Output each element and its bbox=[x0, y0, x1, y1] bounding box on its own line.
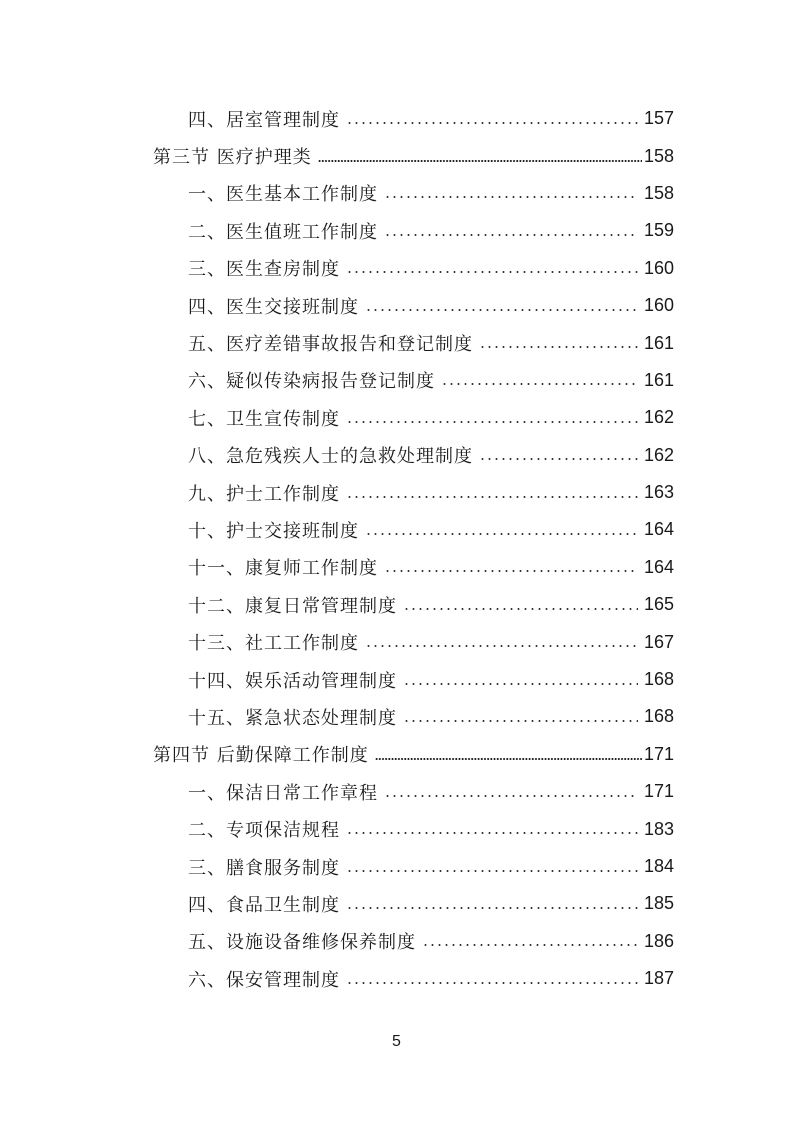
dot-leader bbox=[346, 409, 638, 427]
toc-entry-page: 162 bbox=[643, 444, 674, 465]
toc-entry[interactable] bbox=[0, 324, 793, 361]
toc-entry[interactable] bbox=[0, 175, 793, 212]
toc-section-title: 第三节 医疗护理类 bbox=[153, 143, 316, 169]
toc-entry-page: 165 bbox=[643, 594, 674, 615]
dot-leader bbox=[384, 558, 638, 576]
toc-entry-title: 十一、康复师工作制度 bbox=[188, 554, 382, 580]
toc-entry-title: 十四、娱乐活动管理制度 bbox=[188, 667, 401, 693]
dot-leader bbox=[384, 184, 638, 202]
toc-section-heading[interactable] bbox=[0, 736, 793, 773]
toc-entry-page: 168 bbox=[643, 669, 674, 690]
toc-entry-page: 168 bbox=[643, 706, 674, 727]
toc-entry[interactable] bbox=[0, 511, 793, 548]
dot-leader bbox=[346, 484, 638, 502]
toc-entry[interactable] bbox=[0, 287, 793, 324]
toc-entry-title: 五、医疗差错事故报告和登记制度 bbox=[188, 330, 477, 356]
toc-entry-title: 六、疑似传染病报告登记制度 bbox=[188, 367, 439, 393]
toc-entry-page: 161 bbox=[643, 332, 674, 353]
dot-leader bbox=[375, 745, 642, 763]
dot-leader bbox=[346, 895, 638, 913]
toc-entry[interactable] bbox=[0, 549, 793, 586]
toc-entry[interactable] bbox=[0, 773, 793, 810]
toc-entry-title: 二、医生值班工作制度 bbox=[188, 218, 382, 244]
toc-entry-page: 185 bbox=[643, 893, 674, 914]
toc-entry[interactable] bbox=[0, 399, 793, 436]
toc-entry-page: 183 bbox=[643, 818, 674, 839]
toc-entry-title: 九、护士工作制度 bbox=[188, 480, 344, 506]
toc-entry[interactable] bbox=[0, 250, 793, 287]
toc-entry[interactable] bbox=[0, 810, 793, 847]
toc-entry-page: 171 bbox=[643, 781, 674, 802]
toc-entry[interactable] bbox=[0, 212, 793, 249]
toc-entry[interactable] bbox=[0, 437, 793, 474]
toc-entry-page: 186 bbox=[643, 930, 674, 951]
toc-entry-page: 164 bbox=[643, 519, 674, 540]
toc-entry-title: 三、膳食服务制度 bbox=[188, 854, 344, 880]
toc-entry-title: 四、医生交接班制度 bbox=[188, 293, 363, 319]
toc-entry-title: 八、急危残疾人士的急救处理制度 bbox=[188, 442, 477, 468]
toc-section-page: 171 bbox=[643, 743, 674, 764]
dot-leader bbox=[441, 371, 638, 389]
toc-entry-title: 一、保洁日常工作章程 bbox=[188, 779, 382, 805]
toc-entry[interactable] bbox=[0, 923, 793, 960]
toc-entry-page: 162 bbox=[643, 407, 674, 428]
toc-entry[interactable] bbox=[0, 623, 793, 660]
toc-entry-title: 六、保安管理制度 bbox=[188, 966, 344, 992]
toc-entry-title: 七、卫生宣传制度 bbox=[188, 405, 344, 431]
dot-leader bbox=[384, 222, 638, 240]
dot-leader bbox=[403, 671, 638, 689]
toc-entry[interactable] bbox=[0, 661, 793, 698]
toc-entry-page: 159 bbox=[643, 220, 674, 241]
toc-entry-page: 187 bbox=[643, 968, 674, 989]
toc-entry-title: 十、护士交接班制度 bbox=[188, 517, 363, 543]
toc-entry-title: 五、设施设备维修保养制度 bbox=[188, 928, 420, 954]
dot-leader bbox=[422, 932, 638, 950]
toc-entry-page: 158 bbox=[643, 182, 674, 203]
dot-leader bbox=[346, 110, 638, 128]
toc-entry[interactable] bbox=[0, 848, 793, 885]
dot-leader bbox=[346, 259, 638, 277]
dot-leader bbox=[346, 858, 638, 876]
toc-entry[interactable] bbox=[0, 474, 793, 511]
toc-section-page: 158 bbox=[643, 145, 674, 166]
toc-entry-page: 161 bbox=[643, 369, 674, 390]
toc-entry-title: 四、居室管理制度 bbox=[188, 106, 344, 132]
toc-entry-title: 二、专项保洁规程 bbox=[188, 816, 344, 842]
dot-leader bbox=[479, 334, 638, 352]
toc-entry[interactable] bbox=[0, 100, 793, 137]
toc-entry[interactable] bbox=[0, 885, 793, 922]
dot-leader bbox=[346, 970, 638, 988]
toc-entry-page: 160 bbox=[643, 295, 674, 316]
toc-entry-title: 三、医生查房制度 bbox=[188, 255, 344, 281]
toc-entry[interactable] bbox=[0, 960, 793, 997]
toc-entry[interactable] bbox=[0, 586, 793, 623]
toc-section-title: 第四节 后勤保障工作制度 bbox=[153, 741, 373, 767]
toc-entry[interactable] bbox=[0, 362, 793, 399]
toc-entry-title: 四、食品卫生制度 bbox=[188, 891, 344, 917]
dot-leader bbox=[365, 521, 638, 539]
toc-entry-page: 157 bbox=[643, 108, 674, 129]
toc-entry-page: 160 bbox=[643, 257, 674, 278]
table-of-contents bbox=[0, 100, 793, 997]
toc-entry-page: 163 bbox=[643, 482, 674, 503]
dot-leader bbox=[384, 783, 638, 801]
toc-entry-title: 十三、社工工作制度 bbox=[188, 629, 363, 655]
dot-leader bbox=[346, 820, 638, 838]
dot-leader bbox=[365, 297, 638, 315]
dot-leader bbox=[365, 633, 638, 651]
toc-entry-page: 164 bbox=[643, 556, 674, 577]
toc-section-heading[interactable] bbox=[0, 137, 793, 174]
dot-leader bbox=[403, 708, 638, 726]
toc-entry-title: 一、医生基本工作制度 bbox=[188, 180, 382, 206]
dot-leader bbox=[403, 596, 638, 614]
toc-entry[interactable] bbox=[0, 698, 793, 735]
toc-entry-page: 184 bbox=[643, 856, 674, 876]
page-number: 5 bbox=[392, 1033, 401, 1050]
toc-entry-title: 十二、康复日常管理制度 bbox=[188, 592, 401, 618]
dot-leader bbox=[318, 147, 642, 165]
toc-entry-page: 167 bbox=[643, 631, 674, 652]
toc-entry-title: 十五、紧急状态处理制度 bbox=[188, 704, 401, 730]
dot-leader bbox=[479, 446, 638, 464]
